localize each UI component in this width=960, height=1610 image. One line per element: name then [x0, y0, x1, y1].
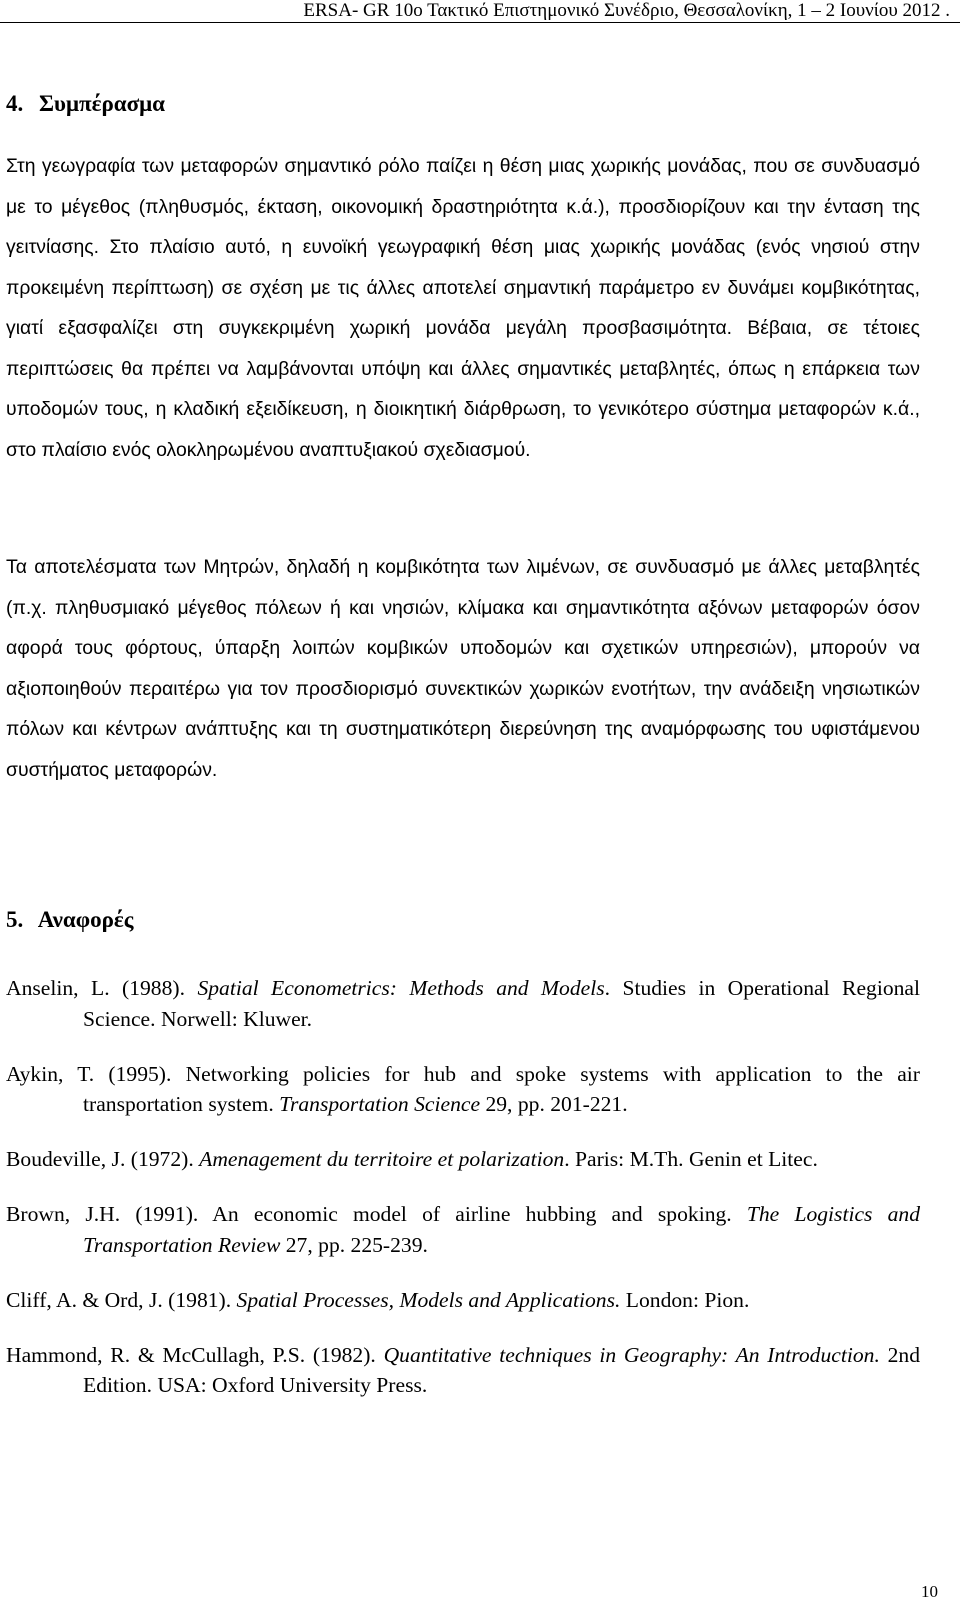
reference-list [6, 973, 920, 1425]
reference-title: Spatial Econometrics: Methods and Models [197, 976, 605, 1000]
section-5-number: 5. [6, 907, 24, 932]
reference-text: . Studies in Operational Regional Science. Norwell: Kluwer. [83, 976, 921, 1031]
section-4-number: 4. [6, 91, 24, 116]
reference-entry [6, 1285, 920, 1316]
reference-text: Hammond, R. & McCullagh, P.S. (1982). [6, 1342, 384, 1367]
reference-entry [6, 1199, 920, 1260]
conclusion-paragraph-1: Στη γεωγραφία των μεταφορών σημαντικό ρόλο παίζει η θέση μιας χωρικής μονάδας, που σε συνδυασμό με το μέγεθος (πληθυσμός, έκταση, οικονομική δραστηριότητα κ.ά.), προσδιορίζουν και την ένταση της γειτνίασης. Στο πλαίσιο αυτό, η ευνοϊκή γεωγραφική θέση μιας χωρικής μονάδας (ενός νησιού στην προκειμένη περίπτωση) σε σχέση με τις άλλες αποτελεί σημαντική παράμετρο εν δυνάμει κομβικότητας, γιατί εξασφαλίζει στη συγκεκριμένη χωρική μονάδα μεγάλη προσβασιμότητα. Βέβαια, σε τέτοιες περιπτώσεις θα πρέπει να λαμβάνονται υπόψη και άλλες σημαντικές μεταβλητές, όπως η επάρκεια των υποδομών τους, η κλαδική εξειδίκευση, η διοικητική διάρθρωση, το γενικότερο σύστημα μεταφορών κ.ά., στο πλαίσιο ενός ολοκληρωμένου αναπτυξιακού σχεδιασμού. [6, 155, 920, 461]
reference-text: Anselin, L. (1988). [6, 976, 198, 1000]
reference-title: Quantitative techniques in Geography: An Introduction. [383, 1342, 880, 1367]
reference-entry [6, 1059, 920, 1120]
reference-text: London: Pion. [620, 1287, 750, 1312]
section-4-heading [6, 90, 165, 118]
running-header-title: ERSA- GR 10ο Τακτικό Επιστημονικό Συνέδριο, Θεσσαλονίκη, 1 – 2 Ιουνίου 2012 . [303, 0, 950, 21]
reference-text: . Paris: M.Th. Genin et Litec. [564, 1147, 818, 1171]
reference-entry [6, 1144, 920, 1175]
section-4-title: Συμπέρασμα [39, 91, 165, 116]
section-5-title: Αναφορές [37, 907, 134, 932]
reference-text: Boudeville, J. (1972). [6, 1147, 200, 1171]
reference-text: 27, pp. 225-239. [280, 1232, 428, 1257]
page-number: 10 [921, 1582, 938, 1601]
reference-text: Aykin, T. (1995). Networking policies for hub and spoke systems with application to the air transportation system. [6, 1061, 920, 1116]
section-5-heading [6, 906, 133, 934]
reference-title: Transportation Science [279, 1092, 481, 1116]
reference-text: Brown, J.H. (1991). An economic model of airline hubbing and spoking. [6, 1202, 747, 1226]
reference-title: Amenagement du territoire et polarization [199, 1147, 565, 1171]
reference-title: Spatial Processes, Models and Applications. [236, 1287, 621, 1312]
running-header [0, 0, 960, 23]
reference-text: 29, pp. 201-221. [480, 1092, 628, 1116]
reference-entry [6, 1340, 920, 1401]
reference-entry [6, 973, 920, 1034]
reference-title: The Logistics and Transportation Review [83, 1202, 920, 1257]
conclusion-paragraph-2: Τα αποτελέσματα των Μητρών, δηλαδή η κομβικότητα των λιμένων, σε συνδυασμό με άλλες μεταβλητές (π.χ. πληθυσμιακό μέγεθος πόλεων ή και νησιών, κλίμακα και σημαντικότητα αξόνων μεταφορών όσον αφορά τους φόρτους, ύπαρξη λοιπών κομβικών υποδομών και σχετικών υπηρεσιών), μπορούν να αξιοποιηθούν περαιτέρω για τον προσδιορισμό συνεκτικών χωρικών ενοτήτων, την ανάδειξη νησιωτικών πόλων και κέντρων ανάπτυξης και τη συστηματικότερη διερεύνηση της αναμόρφωσης του υφιστάμενου συστήματος μεταφορών. [6, 556, 920, 781]
reference-text: Cliff, A. & Ord, J. (1981). [6, 1287, 237, 1312]
reference-text: 2nd Edition. USA: Oxford University Press. [83, 1342, 920, 1397]
